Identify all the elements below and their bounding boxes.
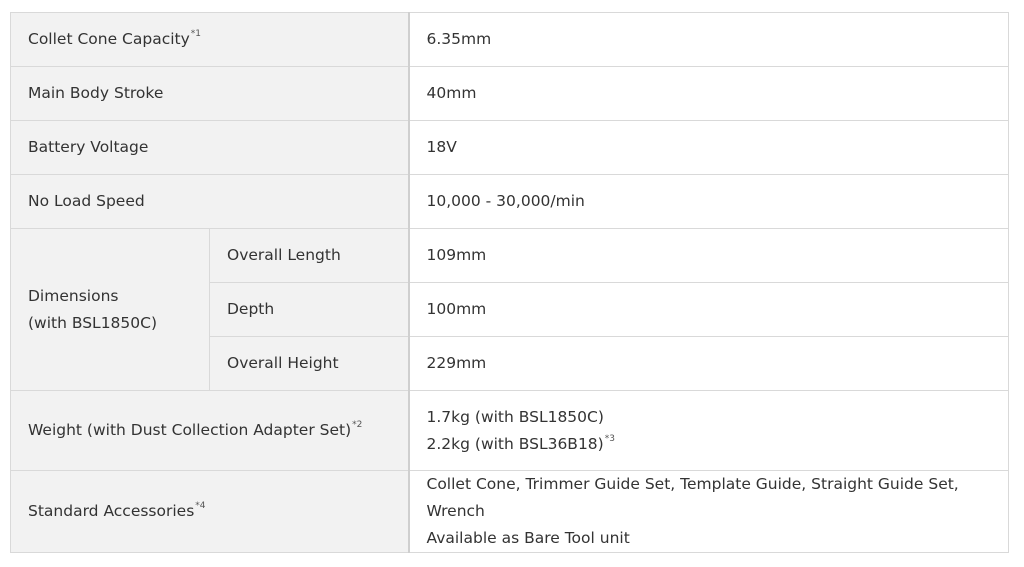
footnote-marker: *3 bbox=[604, 433, 615, 444]
footnote-marker: *4 bbox=[195, 501, 206, 511]
spec-sublabel-length: Overall Length bbox=[210, 229, 409, 283]
spec-row-voltage bbox=[11, 121, 1009, 175]
spec-row-accessories bbox=[11, 471, 1009, 553]
spec-label-stroke: Main Body Stroke bbox=[11, 67, 409, 121]
spec-label-weight: Weight (with Dust Collection Adapter Set)$^{*2}$ bbox=[11, 391, 409, 471]
spec-label-collet: Collet Cone Capacity$^{*1}$ bbox=[11, 13, 409, 67]
spec-value-weight: 1.7kg (with BSL1850C) 2.2kg (with BSL36B18)$^{*3}$ bbox=[409, 391, 1009, 471]
spec-label-voltage: Battery Voltage bbox=[11, 121, 409, 175]
spec-value-height: 229mm bbox=[409, 337, 1009, 391]
spec-value-voltage: 18V bbox=[409, 121, 1009, 175]
spec-value-speed: 10,000 - 30,000/min bbox=[409, 175, 1009, 229]
spec-label-speed: No Load Speed bbox=[11, 175, 409, 229]
spec-value-stroke: 40mm bbox=[409, 67, 1009, 121]
spec-sublabel-depth: Depth bbox=[210, 283, 409, 337]
spec-row-weight bbox=[11, 391, 1009, 471]
spec-row-stroke bbox=[11, 67, 1009, 121]
spec-value-accessories: Collet Cone, Trimmer Guide Set, Template Guide, Straight Guide Set, Wrench Available as Bare Tool unit bbox=[409, 471, 1009, 553]
spec-value-depth: 100mm bbox=[409, 283, 1009, 337]
spec-value-length: 109mm bbox=[409, 229, 1009, 283]
spec-row-collet bbox=[11, 13, 1009, 67]
spec-value-collet: 6.35mm bbox=[409, 13, 1009, 67]
spec-label-accessories: Standard Accessories$^{*4}$ bbox=[11, 471, 409, 553]
spec-sublabel-height: Overall Height bbox=[210, 337, 409, 391]
spec-row-length bbox=[11, 229, 1009, 283]
spec-label-dimensions: Dimensions (with BSL1850C) bbox=[11, 229, 210, 391]
footnote-marker: *2 bbox=[352, 420, 363, 430]
spec-row-speed bbox=[11, 175, 1009, 229]
footnote-marker: *1 bbox=[190, 29, 202, 39]
spec-table bbox=[10, 12, 1009, 553]
